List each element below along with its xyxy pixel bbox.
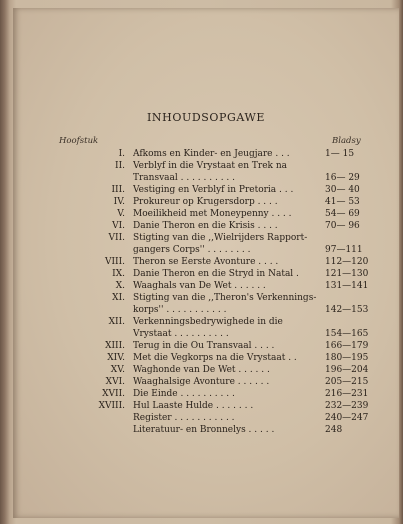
page-range: 16— 29 [325,173,360,183]
page-range: 121—130 [325,269,369,279]
chapter-number: VII. [108,233,125,243]
chapter-title: Transvaal . . . . . . . . . . [133,173,235,183]
page-range: 240—247 [325,413,369,423]
chapter-number: IX. [112,269,125,279]
page-range: 216—231 [325,389,369,399]
page-range: 41— 53 [325,197,360,207]
chapter-title: Vestiging en Verblyf in Pretoria . . . [133,185,294,195]
chapter-title: Moeilikheid met Moneypenny . . . . [133,209,292,219]
chapter-title: Verblyf in die Vrystaat en Trek na [133,161,288,171]
chapter-title: Stigting van die ,,Wielrijders Rapport- [133,233,308,243]
page-range: 154—165 [325,329,369,339]
chapter-number: III. [111,185,125,195]
chapter-title: Die Einde . . . . . . . . . . [133,389,235,399]
page-range: 205—215 [325,377,369,387]
chapter-title: Danie Theron en die Krisis . . . . [133,221,278,231]
chapter-title: Verkenningsbedrywighede in die [133,317,283,327]
chapter-title: Waghonde van De Wet . . . . . . [133,365,270,375]
page-range: 131—141 [325,281,369,291]
chapter-title: Hul Laaste Hulde . . . . . . . [133,401,254,411]
chapter-title: Met die Vegkorps na die Vrystaat . . [133,353,297,363]
toc-entry-line [13,424,399,437]
page-range: 112—120 [325,257,369,267]
chapter-number: I. [118,149,125,159]
chapter-column-header: Hoofstuk [59,136,99,146]
chapter-number: XIV. [107,353,125,363]
chapter-title: Waaghalsige Avonture . . . . . . [133,377,270,387]
page-range: 1— 15 [325,149,355,159]
chapter-title: Register . . . . . . . . . . . [133,413,235,423]
chapter-number: XV. [110,365,125,375]
page-range: 97—111 [325,245,363,255]
chapter-number: VI. [112,221,125,231]
chapter-title: Prokureur op Krugersdorp . . . . [133,197,278,207]
chapter-number: XVI. [105,377,125,387]
chapter-number: XI. [112,293,125,303]
page-range: 166—179 [325,341,369,351]
page-range: 30— 40 [325,185,360,195]
chapter-title: Vrystaat . . . . . . . . . . [133,329,229,339]
chapter-title: Waaghals van De Wet . . . . . . [133,281,266,291]
page-title: INHOUDSOPGAWE [146,111,266,124]
chapter-title: gangers Corps'' . . . . . . . . [133,245,251,255]
chapter-number: IV. [113,197,125,207]
chapter-title: Theron se Eerste Avonture . . . . [133,257,279,267]
chapter-number: XII. [108,317,125,327]
page-range: 180—195 [325,353,369,363]
chapter-number: X. [115,281,125,291]
page-column-header: Bladsy [332,136,361,146]
chapter-title: korps'' . . . . . . . . . . . [133,305,227,315]
page-range: 54— 69 [325,209,360,219]
page-range: 248 [325,425,343,435]
chapter-number: VIII. [104,257,125,267]
chapter-title: Literatuur- en Bronnelys . . . . . [133,425,275,435]
page-range: 142—153 [325,305,369,315]
chapter-title: Stigting van die ,,Theron's Verkennings- [133,293,317,303]
chapter-title: Afkoms en Kinder- en Jeugjare . . . [133,149,290,159]
book-page [13,8,399,518]
chapter-title: Terug in die Ou Transvaal . . . . [133,341,275,351]
chapter-number: II. [115,161,125,171]
chapter-title: Danie Theron en die Stryd in Natal . [133,269,299,279]
page-range: 232—239 [325,401,369,411]
chapter-number: XIII. [105,341,125,351]
page-range: 70— 96 [325,221,360,231]
chapter-number: XVII. [102,389,125,399]
chapter-number: V. [117,209,125,219]
page-range: 196—204 [325,365,369,375]
chapter-number: XVIII. [98,401,125,411]
